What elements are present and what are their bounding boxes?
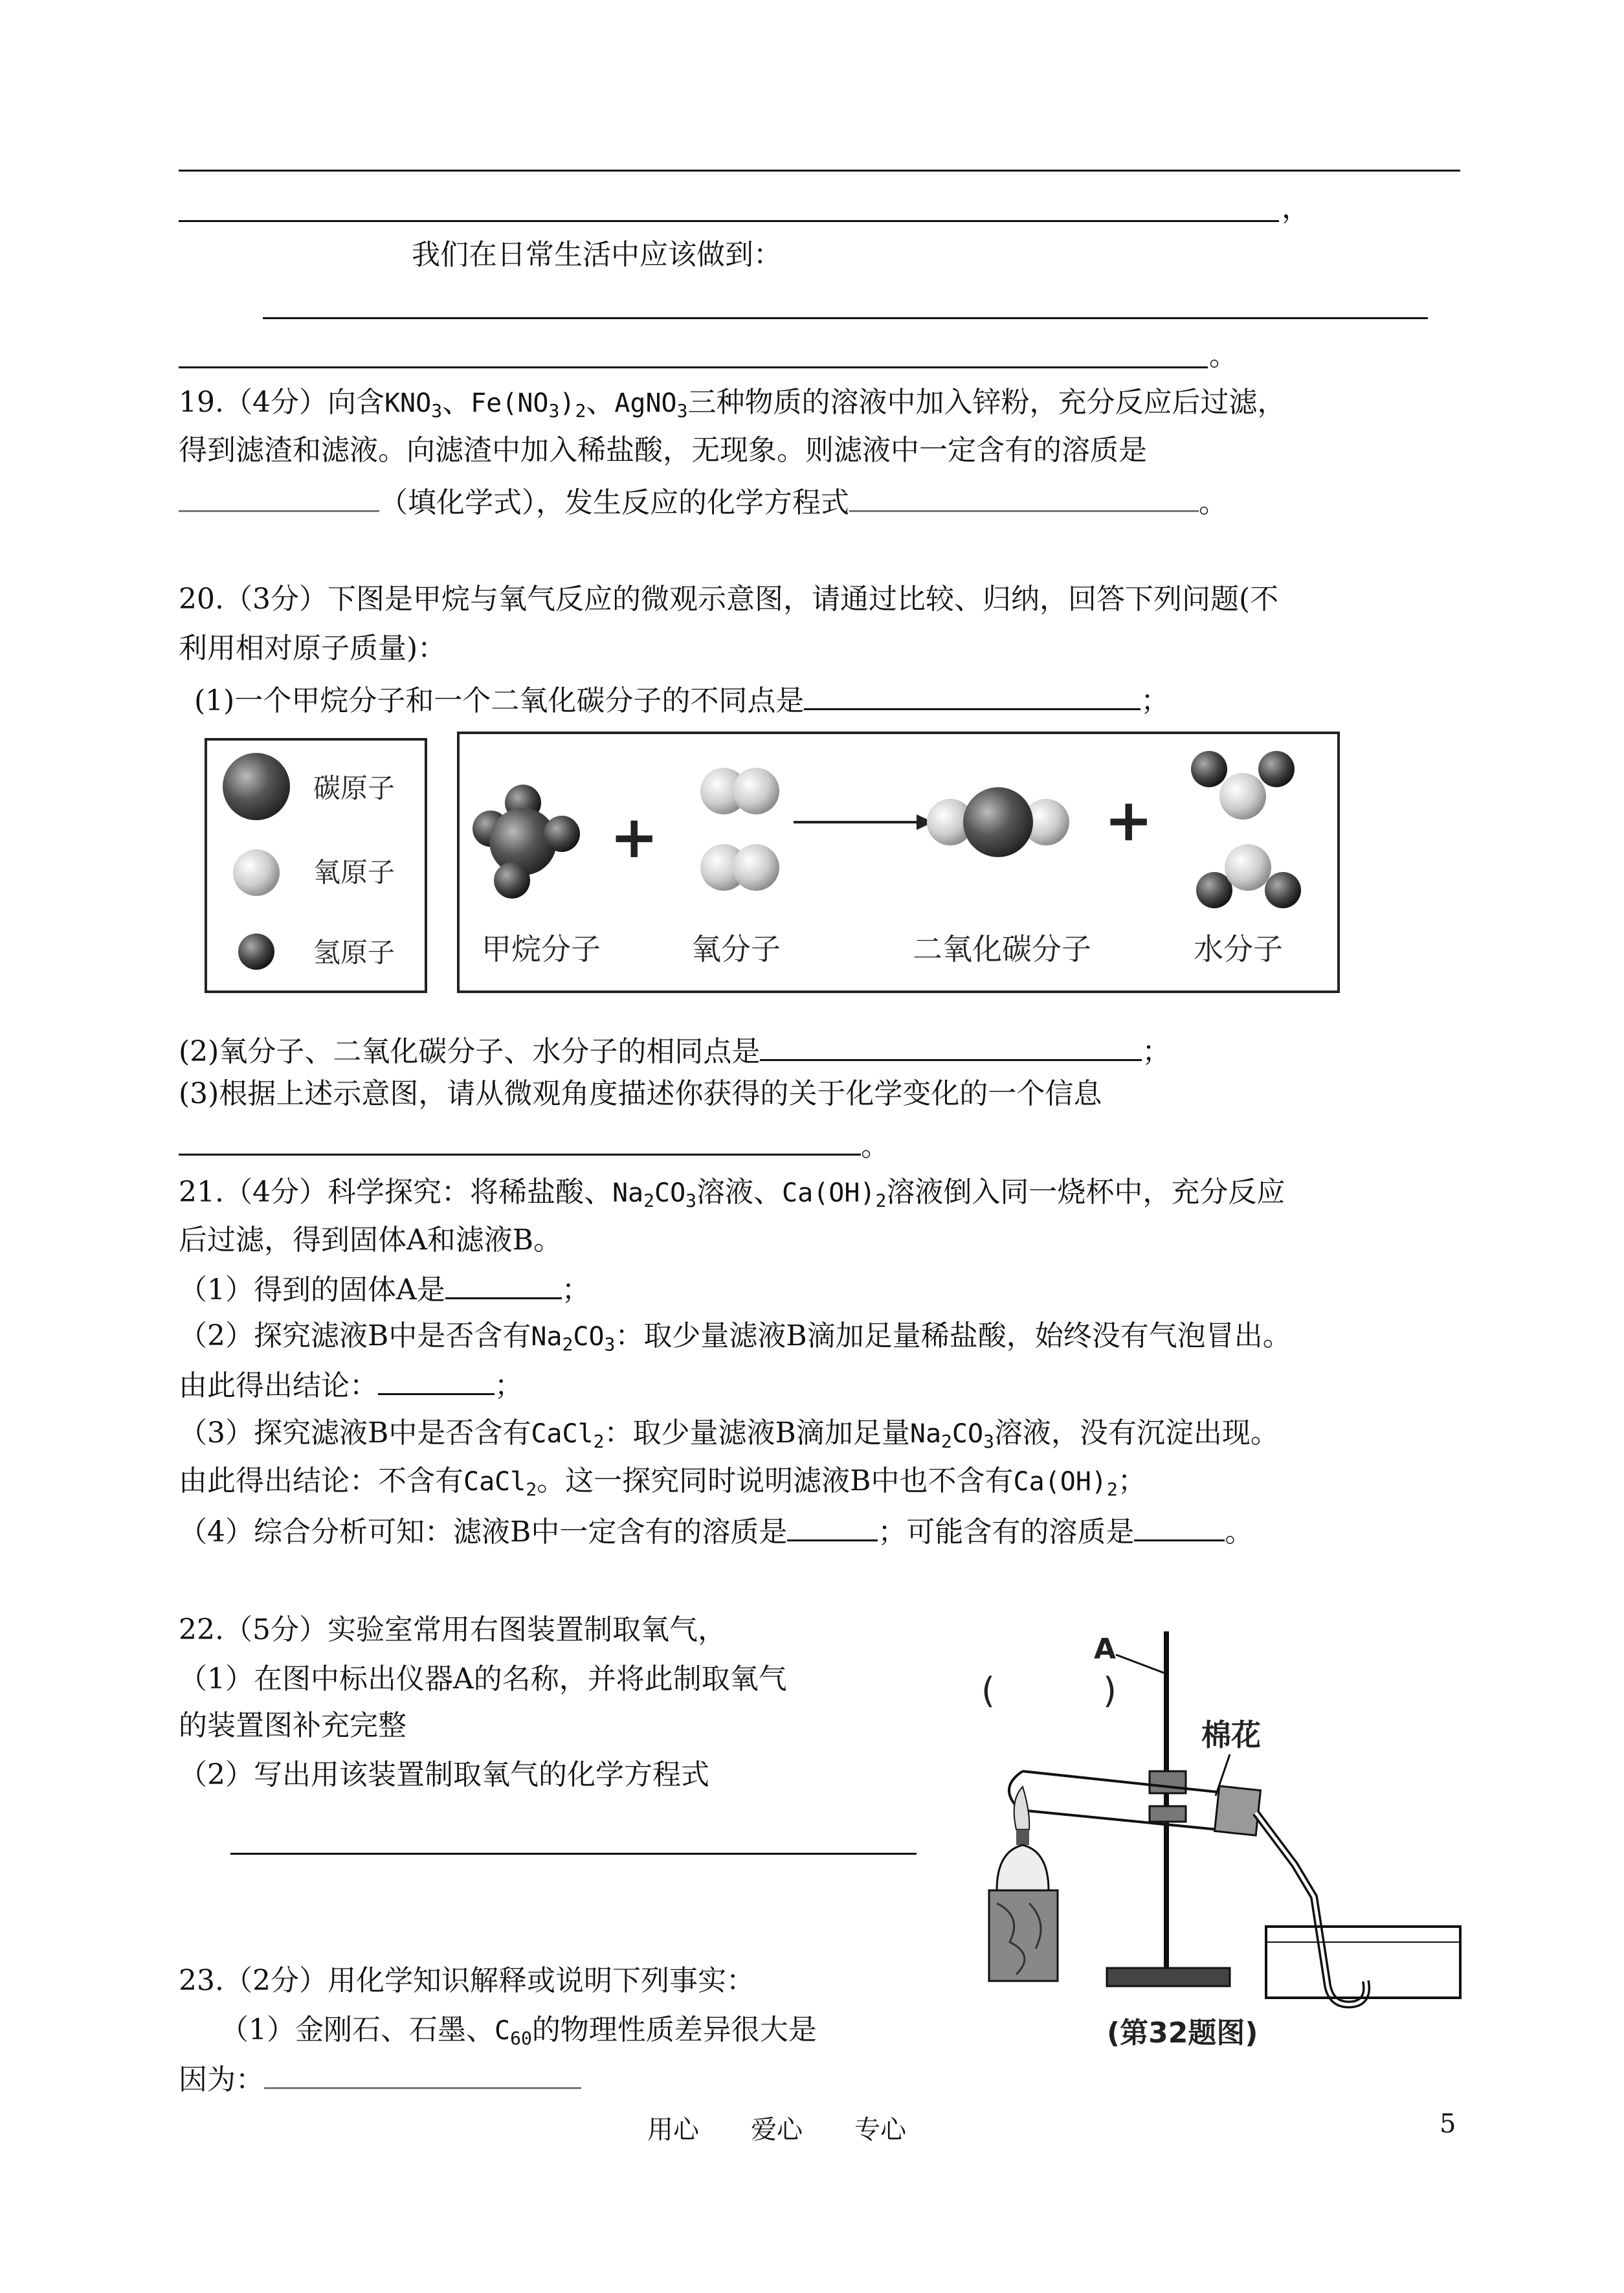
- answer-blank[interactable]: [179, 1125, 861, 1156]
- iron-stand-base: [1107, 1968, 1230, 1986]
- answer-blank[interactable]: [760, 1031, 1142, 1061]
- caption-co2: 二氧化碳分子: [913, 932, 1091, 967]
- q20-line1: 20.（3分）下图是甲烷与氧气反应的微观示意图，请通过比较、归纳，回答下列问题(不: [179, 583, 1279, 616]
- q19-middle: （填化学式），发生反应的化学方程式: [379, 486, 849, 519]
- formula-na2co3: $Na_2CO_3$: [909, 1419, 994, 1452]
- answer-blank[interactable]: [787, 1511, 878, 1541]
- q21-s2-conclusion: 由此得出结论： ；: [179, 1365, 523, 1405]
- punctuation: 。: [1209, 339, 1238, 372]
- q22-line3: 的装置图补充完整: [179, 1709, 406, 1742]
- q21-s4: （4）综合分析可知：滤液B中一定含有的溶质是 ；可能含有的溶质是 。: [179, 1511, 1253, 1552]
- answer-line: [263, 317, 1428, 319]
- hydrogen-atom-icon: [238, 934, 274, 970]
- caption-oxygen: 氧分子: [691, 932, 781, 967]
- q21-s2: （2）探究滤液B中是否含有$Na_2CO_3$：取少量滤液B滴加足量稀盐酸，始终没有气泡冒出。: [179, 1319, 1291, 1355]
- q19-line3: （填化学式），发生反应的化学方程式 。: [179, 482, 1227, 522]
- reaction-arrow-icon: [794, 814, 933, 830]
- carbon-atom-icon: [223, 753, 290, 820]
- footer-motto: 用心 爱心 专心: [647, 2115, 906, 2145]
- legend-carbon-label: 碳原子: [313, 772, 395, 804]
- q19-line1: 19.（4分）向含$KNO_3$、$Fe(NO_3)_2$、AgNO$_3$三种物质的溶液中加入锌粉，充分反应后过滤，: [179, 386, 1286, 421]
- answer-blank[interactable]: [1134, 1511, 1225, 1541]
- q20-sub3: (3)根据上述示意图，请从微观角度描述你获得的关于化学变化的一个信息: [179, 1077, 1102, 1110]
- q19-line2: 得到滤渣和滤液。向滤渣中加入稀盐酸，无现象。则滤液中一定含有的溶质是: [179, 434, 1147, 467]
- label-a: A: [1094, 1633, 1117, 1666]
- oxygen-molecules: [700, 768, 779, 891]
- q20-sub3-answer: 。: [179, 1125, 889, 1166]
- paren-close: ): [1103, 1670, 1117, 1711]
- clamp: [1150, 1771, 1186, 1793]
- q22-line1: 22.（5分）实验室常用右图装置制取氧气，: [179, 1613, 726, 1646]
- answer-line: [179, 220, 1279, 222]
- formula-na2co3: $Na_2CO_3$: [612, 1178, 697, 1211]
- oxygen-atom-icon: [233, 849, 280, 896]
- q20-sub1: (1)一个甲烷分子和一个二氧化碳分子的不同点是 ；: [194, 680, 1169, 721]
- test-tube: [1009, 1771, 1261, 1835]
- legend-oxygen-label: 氧原子: [313, 856, 395, 888]
- page-number: 5: [1440, 2109, 1456, 2139]
- formula-caoh2: $Ca(OH)_2$: [782, 1178, 887, 1211]
- answer-line: [179, 170, 1460, 172]
- q21-line1: 21.（4分）科学探究：将稀盐酸、$Na_2CO_3$溶液、$Ca(OH)_2$溶液倒入同一烧杯中，充分反应: [179, 1176, 1285, 1211]
- leader-line: [1116, 1655, 1164, 1673]
- formula-kno3: $KNO_3$: [384, 388, 443, 421]
- clamp: [1150, 1806, 1186, 1822]
- q23-line3: 因为：: [179, 2059, 581, 2099]
- legend-hydrogen-label: 氢原子: [313, 937, 395, 968]
- caption-methane: 甲烷分子: [482, 932, 601, 967]
- punctuation: ，: [1282, 192, 1310, 225]
- paren-open: (: [981, 1670, 996, 1711]
- daily-life-prompt: 我们在日常生活中应该做到：: [412, 238, 782, 271]
- alcohol-lamp: [989, 1787, 1058, 1981]
- q23-line1: 23.（2分）用化学知识解释或说明下列事实：: [179, 1964, 755, 1997]
- answer-blank[interactable]: [264, 2059, 581, 2089]
- plus-sign: +: [610, 803, 659, 871]
- q19-prefix: 19.（4分）向含: [179, 386, 384, 419]
- caption-water: 水分子: [1194, 932, 1283, 967]
- q21-line2: 后过滤，得到固体A和滤液B。: [179, 1224, 562, 1257]
- cotton-label: 棉花: [1201, 1717, 1261, 1752]
- q21-s3: （3）探究滤液B中是否含有CaCl$_2$：取少量滤液B滴加足量$Na_2CO_3$溶液，没有沉淀出现。: [179, 1416, 1279, 1452]
- plus-sign: +: [1104, 787, 1153, 855]
- q22-line4: （2）写出用该装置制取氧气的化学方程式: [179, 1758, 709, 1791]
- answer-line: [179, 366, 1208, 368]
- formula-c60: $C_{60}$: [495, 2016, 532, 2049]
- co2-molecule: [927, 787, 1069, 857]
- formula-cacl2: CaCl$_2$: [463, 1467, 537, 1500]
- q19-suffix: 三种物质的溶液中加入锌粉，充分反应后过滤，: [687, 386, 1286, 419]
- formula-feno3: $Fe(NO_3)_2$: [471, 388, 586, 421]
- answer-blank[interactable]: [804, 680, 1140, 710]
- formula-cacl2: CaCl$_2$: [531, 1419, 605, 1452]
- water-molecules: [1191, 751, 1301, 908]
- q23-line2: （1）金刚石、石墨、$C_{60}$的物理性质差异很大是: [220, 2013, 817, 2049]
- formula-na2co3: $Na_2CO_3$: [531, 1322, 616, 1355]
- answer-blank[interactable]: [849, 482, 1199, 512]
- methane-molecule: [473, 785, 580, 899]
- figure-caption: (第32题图): [1107, 2017, 1258, 2050]
- methane-reaction-diagram: [205, 732, 1344, 1003]
- delivery-tube: [1256, 1813, 1366, 2004]
- formula-caoh2: $Ca(OH)_2$: [1013, 1467, 1118, 1500]
- formula-agno3: AgNO$_3$: [614, 388, 688, 421]
- q21-s3-conclusion: 由此得出结论：不含有CaCl$_2$。这一探究同时说明滤液B中也不含有$Ca(OH)_2$；: [179, 1464, 1146, 1500]
- q20-sub2: (2)氧分子、二氧化碳分子、水分子的相同点是 ；: [179, 1031, 1170, 1071]
- answer-blank[interactable]: [179, 482, 379, 512]
- answer-blank[interactable]: [378, 1365, 495, 1395]
- q20-line2: 利用相对原子质量)：: [179, 632, 447, 665]
- answer-blank[interactable]: [445, 1269, 562, 1299]
- q21-s1: （1）得到的固体A是 ；: [179, 1269, 590, 1310]
- answer-line: [230, 1853, 917, 1855]
- oxygen-apparatus-figure: [958, 1618, 1476, 2072]
- q22-line2: （1）在图中标出仪器A的名称，并将此制取氧气: [179, 1662, 787, 1695]
